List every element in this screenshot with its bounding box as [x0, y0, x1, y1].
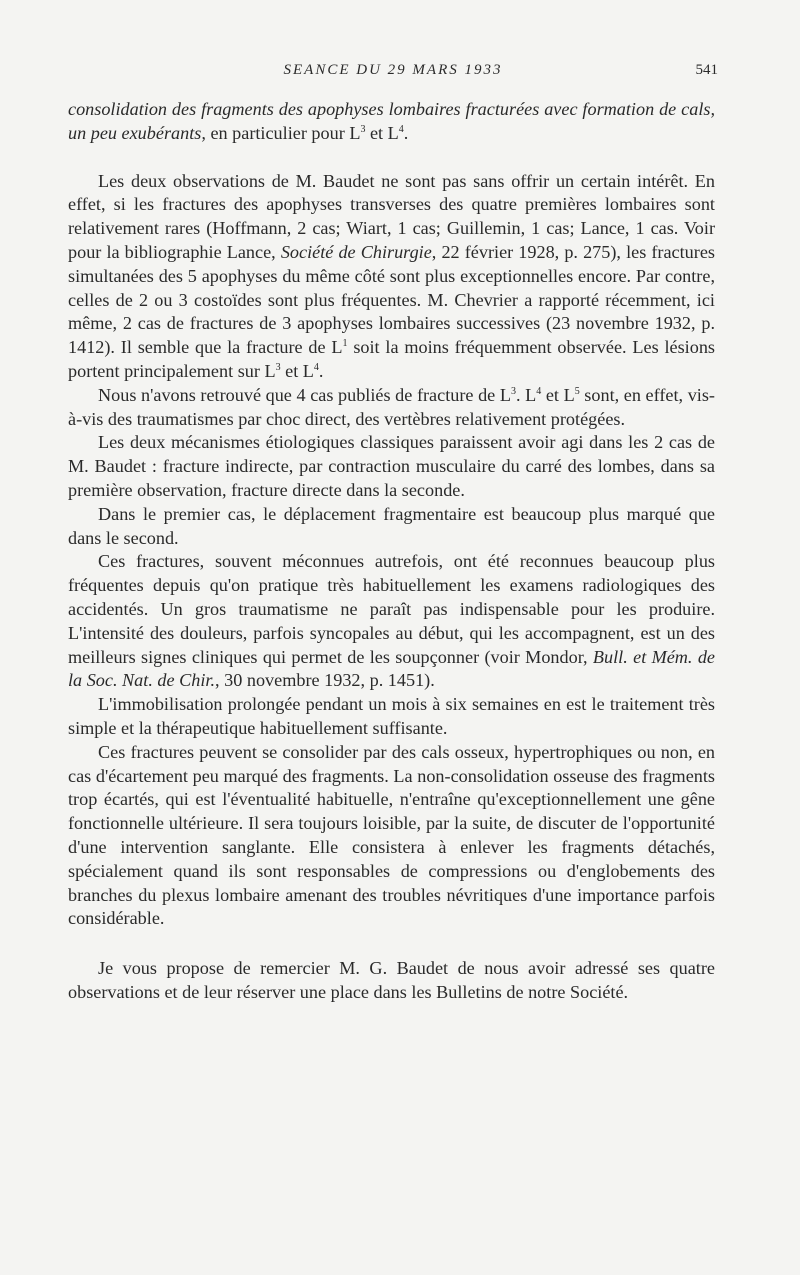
- superscript: 4: [536, 385, 542, 397]
- page-number: 541: [695, 62, 718, 78]
- text-run: .: [318, 360, 324, 381]
- superscript: 1: [342, 338, 348, 350]
- text-run: , 22 février 1928, p. 275), les fractures simultanées des 5 apophyses du même côté sont plus exceptionnelles encore. Par contre, celles de 2 ou 3 costoïdes sont plus fréquentes. M. Chevrier a rapporté récemment, ici même, 2 cas de fractures de 3 apophyses lombaires successives (23 novembre 1932, p. 1412). Il semble que la fracture de L: [68, 241, 715, 358]
- italic-text: Bull. et Mém. de la Soc. Nat. de Chir.: [68, 646, 715, 691]
- paragraph-conclusion: Je vous propose de remercier M. G. Baudet de nous avoir adressé ses quatre observations et de leur réserver une place dans les Bulletins de notre Société.: [68, 958, 715, 1002]
- paragraph-published-cases: [68, 384, 715, 432]
- text-run: , 30 novembre 1932, p. 1451).: [215, 670, 435, 691]
- text-run: . L: [515, 384, 537, 405]
- article-body: [68, 98, 715, 1005]
- text-run: Nous n'avons retrouvé que 4 cas publiés de fracture de L: [98, 384, 511, 405]
- text-run: Les deux observations de M. Baudet ne sont pas sans offrir un certain intérêt. En effet, si les fractures des apophyses transverses des quatre premières lombaires sont relativement rares (Hoffmann, 2 cas; Wiart, 1 cas; Guillemin, 1 cas; Lance, 1 cas. Voir pour la bibliographie Lance,: [68, 170, 715, 262]
- text-run: Ces fractures, souvent méconnues autrefois, ont été reconnues beaucoup plus fréquentes depuis qu'on pratique très habituellement les examens radiologiques des accidentés. Un gros traumatisme ne paraît pas indispensable pour les produire. L'intensité des douleurs, parfois syncopales au début, qui les accompagnent, est un des meilleurs signes cliniques qui permet de les soupçonner (voir Mondor,: [68, 551, 715, 667]
- paragraph-displacement: Dans le premier cas, le déplacement fragmentaire est beaucoup plus marqué que dans le second.: [68, 503, 715, 548]
- paragraph-treatment: L'immobilisation prolongée pendant un mois à six semaines en est le traitement très simple et la thérapeutique habituellement suffisante.: [68, 694, 715, 738]
- text-run: sont, en effet, vis-à-vis des traumatismes par choc direct, des vertèbres relativement protégées.: [68, 384, 715, 429]
- text-run: en particulier pour L: [205, 122, 361, 143]
- paragraph-observations: [68, 170, 715, 384]
- page-header: [68, 62, 718, 84]
- superscript: 5: [574, 385, 580, 397]
- paragraph-mechanisms: Les deux mécanismes étiologiques classiques paraissent avoir agi dans les 2 cas de M. Baudet : fracture indirecte, par contraction musculaire du carré des lombes, dans sa première observation, fracture directe dans la seconde.: [68, 432, 715, 500]
- text-run: soit la moins fréquemment observée. Les lésions portent principalement sur L: [68, 337, 715, 381]
- superscript: 3: [360, 123, 366, 135]
- italic-text: Société de Chirurgie: [280, 241, 432, 262]
- superscript: 3: [275, 361, 281, 373]
- superscript: 4: [398, 123, 404, 135]
- running-title: SEANCE DU 29 MARS 1933: [283, 62, 503, 78]
- paragraph-consolidation: Ces fractures peuvent se consolider par des cals osseux, hypertrophiques ou non, en cas d'écartement peu marqué des fragments. La non-consolidation osseuse des fragments trop écartés, qui est l'éventualité habituelle, n'entraîne qu'exceptionnellement une gêne fonctionnelle ultérieure. Il sera toujours loisible, par la suite, de discuter de l'opportunité d'une intervention sanglante. Elle consistera à enlever les fragments détachés, spécialement quand ils sont responsables de compressions ou d'englobements des branches du plexus lombaire amenant des troubles névritiques d'une importance parfois considérable.: [68, 741, 715, 929]
- superscript: 4: [313, 361, 319, 373]
- text-run: et L: [280, 360, 314, 381]
- italic-text: consolidation des fragments des apophyses lombaires fracturées avec formation de cals, un peu exubérants,: [68, 99, 715, 143]
- paragraph-diagnosis: [68, 550, 715, 693]
- text-run: et L: [541, 384, 575, 405]
- superscript: 3: [510, 385, 516, 397]
- text-run: et L: [365, 122, 399, 143]
- text-run: .: [403, 122, 409, 143]
- paragraph-continuation: [68, 98, 715, 146]
